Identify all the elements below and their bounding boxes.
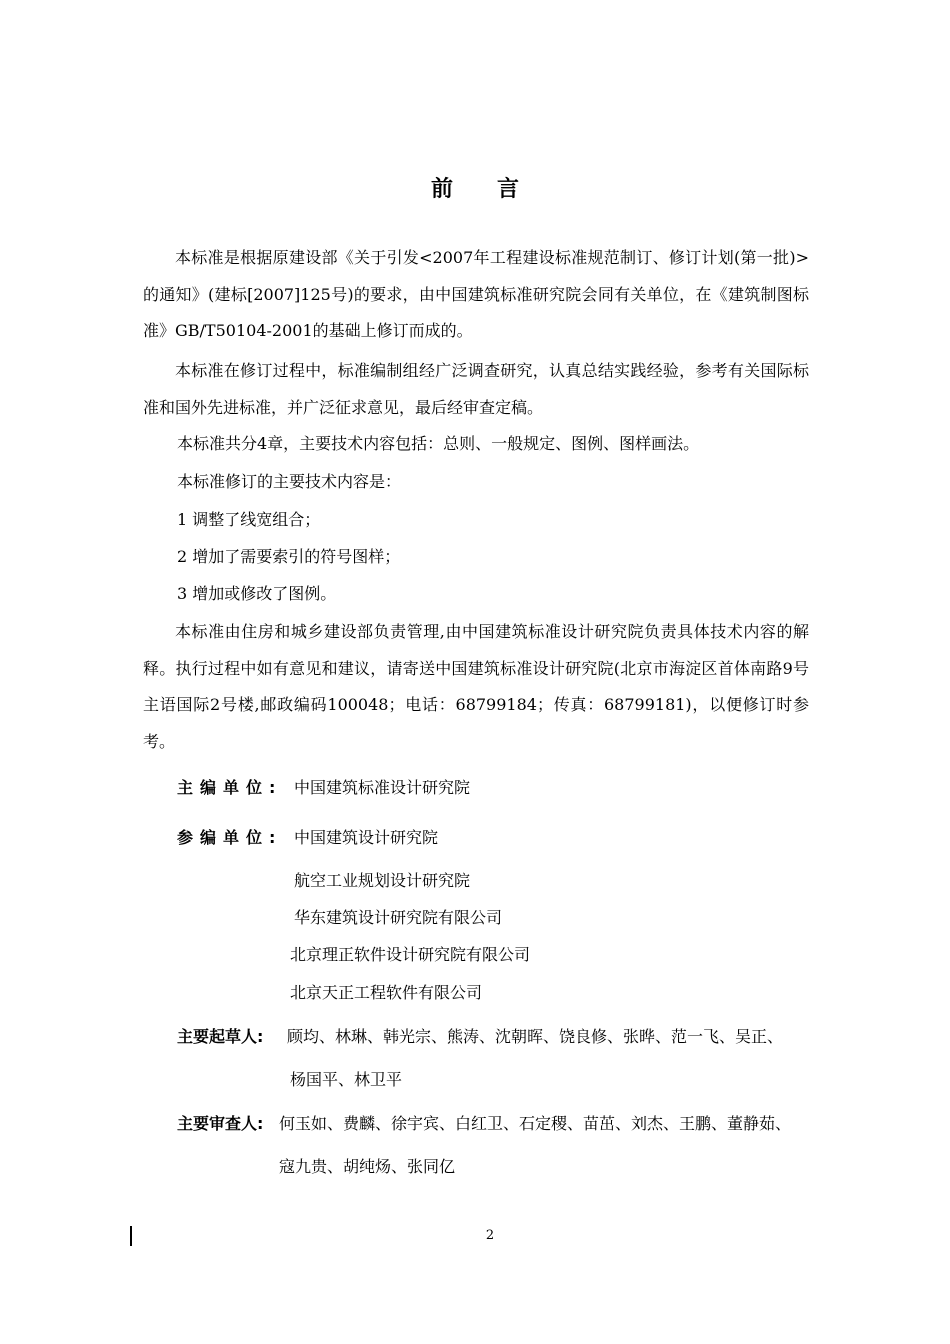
management-paragraph: 本标准由住房和城乡建设部负责管理,由中国建筑标准设计研究院负责具体技术内容的解释。执行过程中如有意见和建议，请寄送中国建筑标准设计研究院(北京市海淀区首体南路9号主语国际2号楼,邮政编码100048；电话：68799184；传真：68799181)，以便修订时参考。 <box>143 622 809 751</box>
drafters-line-2: 杨国平、林卫平 <box>290 1070 403 1089</box>
co-editor-item: 华东建筑设计研究院有限公司 <box>294 908 503 927</box>
content-summary-line: 本标准共分4章，主要技术内容包括：总则、一般规定、图例、图样画法。 <box>177 434 700 453</box>
co-editor-item: 航空工业规划设计研究院 <box>294 871 471 890</box>
chief-editor-label: 主编单位: <box>177 778 283 797</box>
page-number: 2 <box>485 1228 495 1243</box>
drafters-line-1: 顾均、林琳、韩光宗、熊涛、沈朝晖、饶良修、张晔、范一飞、吴正、 <box>287 1027 784 1046</box>
chief-editor-value: 中国建筑标准设计研究院 <box>294 778 471 797</box>
reviewers-line-2: 寇九贵、胡纯炀、张同亿 <box>279 1157 456 1176</box>
revision-process-paragraph: 本标准在修订过程中，标准编制组经广泛调查研究，认真总结实践经验，参考有关国际标准和国外先进标准，并广泛征求意见，最后经审查定稿。 <box>143 361 809 417</box>
drafters-label: 主要起草人: <box>177 1027 264 1046</box>
reviewers-line-1: 何玉如、费麟、徐宇宾、白红卫、石定稷、苗茁、刘杰、王鹏、董静茹、 <box>279 1114 792 1133</box>
revision-item-2: 2 增加了需要索引的符号图样； <box>177 547 401 566</box>
intro-paragraph: 本标准是根据原建设部《关于引发<2007年工程建设标准规范制订、修订计划(第一批)>的通知》(建标[2007]125号)的要求，由中国建筑标准研究院会同有关单位，在《建筑制图标准》GB/T50104-2001的基础上修订而成的。 <box>143 248 809 340</box>
revision-item-1: 1 调整了线宽组合； <box>177 510 321 529</box>
revision-intro-line: 本标准修订的主要技术内容是： <box>177 472 402 491</box>
revision-item-3: 3 增加或修改了图例。 <box>177 584 337 603</box>
reviewers-label: 主要审查人: <box>177 1114 264 1133</box>
co-editor-item: 北京理正软件设计研究院有限公司 <box>290 945 531 964</box>
co-editors-label: 参编单位: <box>177 828 283 847</box>
page-title: 前言 <box>430 177 563 202</box>
co-editor-item: 中国建筑设计研究院 <box>294 828 439 847</box>
co-editor-item: 北京天正工程软件有限公司 <box>290 983 483 1002</box>
